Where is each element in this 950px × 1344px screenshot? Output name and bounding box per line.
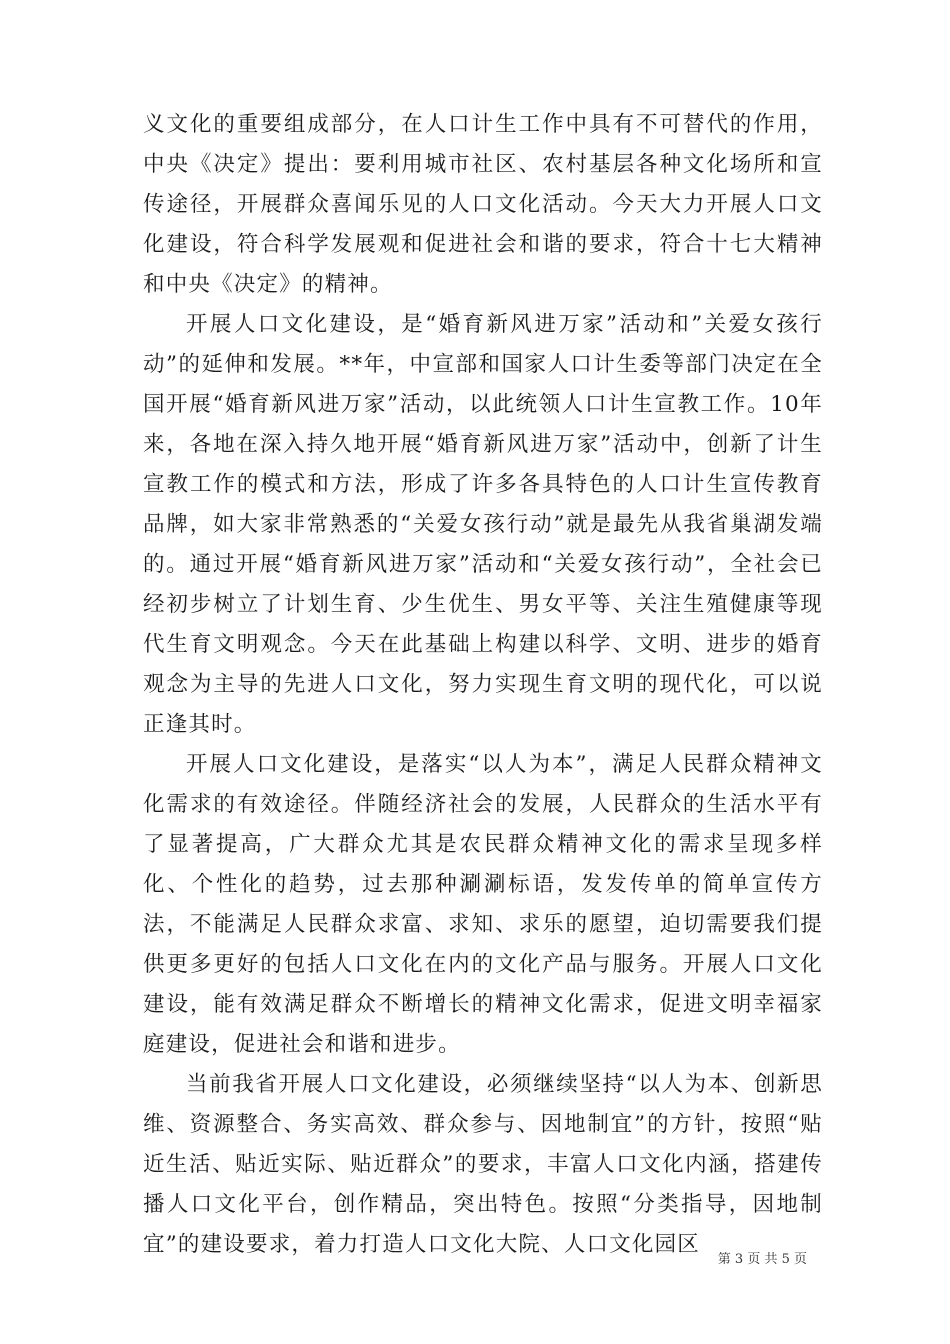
paragraph-people-oriented: 开展人口文化建设，是落实“以人为本”，满足人民群众精神文化需求的有效途径。伴随经济社会的发展，人民群众的生活水平有了显著提高，广大群众尤其是农民群众精神文化的需求呈现多样化、个性化的趋势，过去那种涮涮标语，发发传单的简单宣传方法，不能满足人民群众求富、求知、求乐的愿望，迫切需要我们提供更多更好的包括人口文化在内的文化产品与服务。开展人口文化建设，能有效满足群众不断增长的精神文化需求，促进文明幸福家庭建设，促进社会和谐和进步。: [143, 752, 823, 1057]
page-number-footer: 第 3 页 共 5 页: [717, 1252, 807, 1267]
paragraph-current-province: 当前我省开展人口文化建设，必须继续坚持“以人为本、创新思维、资源整合、务实高效、群众参与、因地制宜”的方针，按照“贴近生活、贴近实际、贴近群众”的要求，丰富人口文化内涵，搭建传播人口文化平台，创作精品，突出特色。按照“分类指导，因地制宜”的建设要求，着力打造人口文化大院、人口文化园区: [143, 1072, 823, 1257]
paragraph-continuation: 义文化的重要组成部分，在人口计生工作中具有不可替代的作用，中央《决定》提出：要利用城市社区、农村基层各种文化场所和宣传途径，开展群众喜闻乐见的人口文化活动。今天大力开展人口文化建设，符合科学发展观和促进社会和谐的要求，符合十七大精神和中央《决定》的精神。: [143, 112, 823, 297]
body-text: [143, 105, 823, 1265]
paragraph-marriage-new-customs: 开展人口文化建设，是“婚育新风进万家”活动和”关爱女孩行动”的延伸和发展。**年，中宣部和国家人口计生委等部门决定在全国开展“婚育新风进万家”活动，以此统领人口计生宣教工作。10年来，各地在深入持久地开展“婚育新风进万家”活动中，创新了计生宣教工作的模式和方法，形成了许多各具特色的人口计生宣传教育品牌，如大家非常熟悉的“关爱女孩行动”就是最先从我省巢湖发端的。通过开展“婚育新风进万家”活动和“关爱女孩行动”，全社会已经初步树立了计划生育、少生优生、男女平等、关注生殖健康等现代生育文明观念。今天在此基础上构建以科学、文明、进步的婚育观念为主导的先进人口文化，努力实现生育文明的现代化，可以说正逢其时。: [143, 312, 823, 737]
